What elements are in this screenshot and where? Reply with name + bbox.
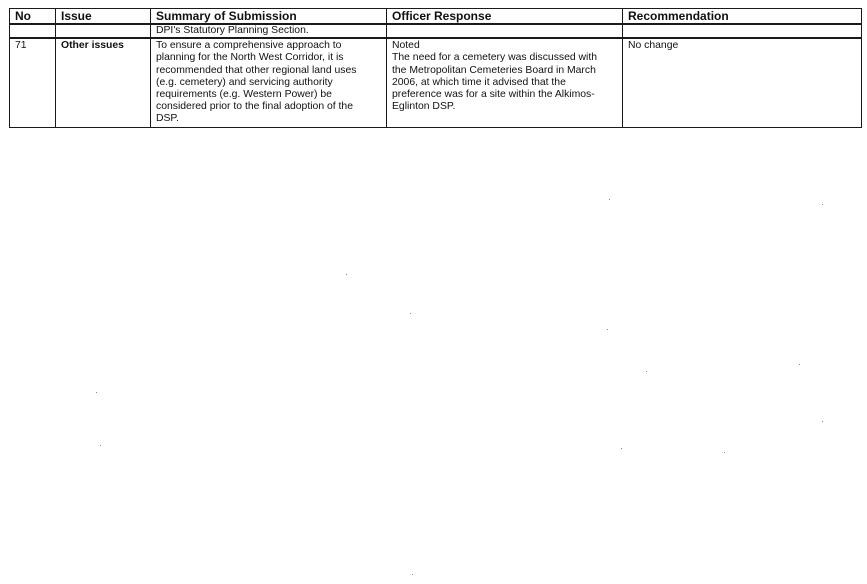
- scan-speck: [96, 392, 97, 393]
- cell-no: [10, 24, 56, 38]
- cell-officer-response: [387, 24, 623, 38]
- scan-speck: [100, 445, 101, 446]
- summary-line: DSP.: [156, 113, 179, 125]
- cell-no: 71: [10, 38, 56, 127]
- submissions-table: [9, 8, 862, 128]
- header-no: No: [10, 9, 56, 25]
- scan-speck: [609, 199, 610, 200]
- summary-line: To ensure a comprehensive approach to: [156, 40, 342, 52]
- cell-summary: DPI's Statutory Planning Section.: [151, 24, 387, 38]
- scan-speck: [410, 313, 411, 314]
- scan-speck: [724, 452, 725, 453]
- response-line: the Metropolitan Cemeteries Board in March: [392, 64, 596, 76]
- summary-line: recommended that other regional land uses: [156, 64, 357, 76]
- scan-speck: [346, 274, 347, 275]
- scan-speck: [646, 371, 647, 372]
- cell-recommendation: [623, 24, 862, 38]
- summary-line: planning for the North West Corridor, it is: [156, 52, 344, 64]
- cell-summary: [151, 38, 387, 127]
- response-line: preference was for a site within the Alkimos-: [392, 89, 595, 101]
- scan-speck: [621, 448, 622, 449]
- header-issue: Issue: [56, 9, 151, 25]
- header-recommendation: Recommendation: [623, 9, 862, 25]
- submissions-sheet: [9, 8, 861, 128]
- scan-speck: [822, 204, 823, 205]
- header-summary: Summary of Submission: [151, 9, 387, 25]
- cell-officer-response: [387, 38, 623, 127]
- continuation-row: [10, 24, 862, 38]
- response-line: The need for a cemetery was discussed with: [392, 52, 598, 64]
- header-row: [10, 9, 862, 25]
- scan-speck: [799, 364, 800, 365]
- cell-issue: Other issues: [56, 38, 151, 127]
- summary-line: requirements (e.g. Western Power) be: [156, 89, 332, 101]
- summary-line: considered prior to the final adoption of the: [156, 101, 353, 113]
- scan-speck: [607, 329, 608, 330]
- response-line: Eglinton DSP.: [392, 101, 456, 113]
- scan-speck: [822, 421, 823, 422]
- summary-line: (e.g. cemetery) and servicing authority: [156, 76, 333, 88]
- table-row: [10, 38, 862, 127]
- header-officer-response: Officer Response: [387, 9, 623, 25]
- cell-recommendation: No change: [623, 38, 862, 127]
- response-line: Noted: [392, 40, 420, 52]
- response-line: 2006, at which time it advised that the: [392, 76, 566, 88]
- scan-speck: [412, 574, 413, 575]
- cell-issue: [56, 24, 151, 38]
